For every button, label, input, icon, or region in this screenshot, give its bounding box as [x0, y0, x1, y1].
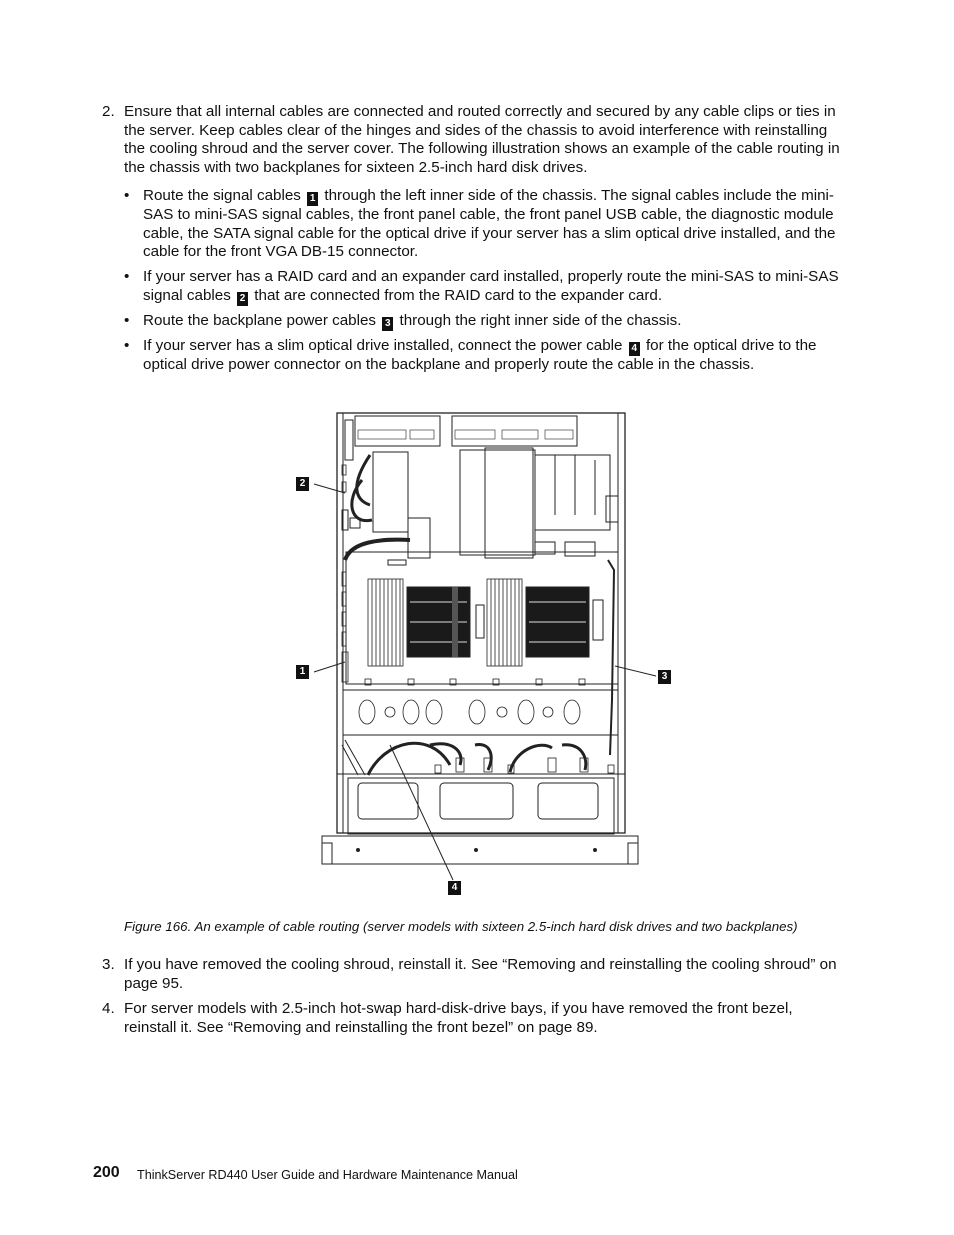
figure-callout-3: 3 [658, 670, 671, 684]
bullet-text: Route the backplane power cables [143, 312, 377, 329]
bullet-text: Route the signal cables [143, 187, 301, 204]
figure-callout-4: 4 [448, 881, 461, 895]
bullet-dot: • [124, 312, 130, 329]
bullet-dot: • [124, 187, 130, 204]
chassis-illustration [290, 400, 680, 900]
callout-badge: 3 [382, 317, 393, 331]
figure-callout-1: 1 [296, 665, 309, 679]
bullet-dot: • [124, 337, 130, 354]
step-4 [102, 1000, 847, 1037]
bullet-optical-cable [124, 337, 849, 375]
step-text: For server models with 2.5-inch hot-swap hard-disk-drive bays, if you have removed the front bezel, reinstall it. See “Removing and reinstalling the front bezel” on page 89. [124, 1000, 793, 1036]
step-3 [102, 956, 847, 993]
step-number: 3. [102, 956, 115, 973]
step-text: If you have removed the cooling shroud, reinstall it. See “Removing and reinstalling the cooling shroud” on page 95. [124, 956, 837, 992]
callout-badge: 2 [237, 292, 248, 306]
bullet-signal-cables [124, 187, 849, 262]
step-2 [102, 103, 847, 177]
figure-callout-2: 2 [296, 477, 309, 491]
manual-title: ThinkServer RD440 User Guide and Hardware Maintenance Manual [137, 1168, 518, 1182]
step-number: 2. [102, 103, 115, 120]
bullet-dot: • [124, 268, 130, 285]
figure-caption: Figure 166. An example of cable routing (server models with sixteen 2.5-inch hard disk drives and two backplanes) [124, 919, 798, 934]
cable-routing-figure [290, 400, 680, 900]
step-text: Ensure that all internal cables are connected and routed correctly and secured by any cable clips or ties in the server. Keep cables clear of the hinges and sides of the chassis to avoid interference with reinstalling the cooling shroud and the server cover. The following illustration shows an example of the cable routing in the chassis with two backplanes for sixteen 2.5-inch hard disk drives. [124, 103, 840, 176]
bullet-text: If your server has a slim optical drive installed, connect the power cable [143, 337, 623, 354]
bullet-power-cables [124, 312, 849, 331]
bullet-text: If your server has a RAID card and an expander card installed, properly route the mini-SAS to mini-SAS signal cables [143, 268, 839, 304]
bullet-text: through the left inner side of the chassis. The signal cables include the mini-SAS to mini-SAS signal cables, the front panel cable, the front panel USB cable, the diagnostic module cable, the SATA signal cable for the optical drive if your server has a slim optical drive installed, and the cable for the front VGA DB-15 connector. [143, 187, 836, 261]
step-number: 4. [102, 1000, 115, 1017]
bullet-text: for the optical drive to the optical drive power connector on the backplane and properly route the cable in the chassis. [143, 337, 817, 373]
bullet-raid-cables [124, 268, 849, 306]
bullet-text: that are connected from the RAID card to the expander card. [254, 286, 663, 304]
bullet-text: through the right inner side of the chassis. [399, 312, 682, 329]
callout-badge: 1 [307, 192, 318, 206]
callout-badge: 4 [629, 342, 640, 356]
page-number: 200 [93, 1164, 120, 1181]
